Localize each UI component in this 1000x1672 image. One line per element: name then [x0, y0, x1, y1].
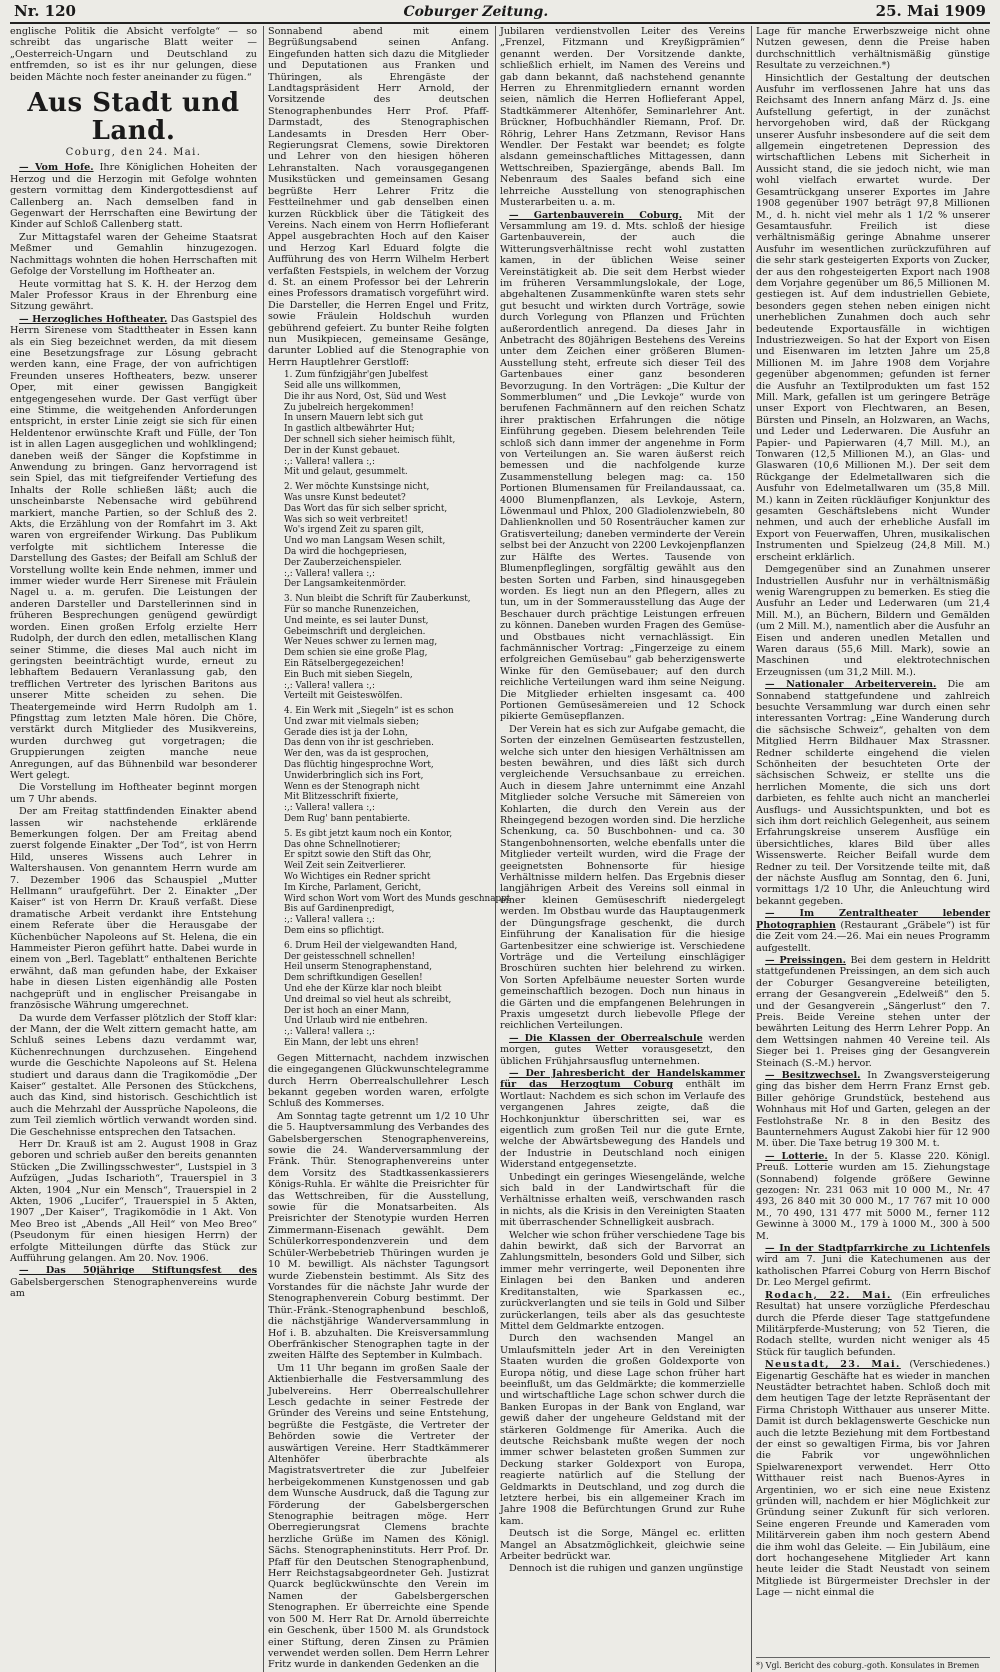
paragraph: Hinsichtlich der Gestaltung der deutschen Ausfuhr im verflossenen Jahre hat uns das Reichsamt des Innern anfang März d. Js. eine Aufstellung gefertigt, in der zunächst hervorgehoben wird, daß der Rückgang unserer Ausfuhr insbesondere auf die seit dem allgemein eingetretenen Depression des wirtschaftlichen Lebens mit Sicherheit in Aussicht stand, die sie jedoch nicht, wie man wohl vielfach erwartet wurde. Der Gesamtrückgang unserer Exportes im Jahre 1908 gegenüber 1907 beträgt 97,8 Millionen M., d. h. nicht viel mehr als 1 1/2 % unserer Gesamtausfuhr. Freilich ist diese verhältnismäßig geringe Abnahme unserer Ausfuhr im wesentlichen zurückzuführen auf die sehr stark gesteigerten Exports von Zucker, der aus den rohgesteigerten Export nach 1908 dem Vorjahre gegenüber um 86,5 Millionen M. gestiegen ist. Auf dem industriellen Gebiete, besonders gegen stehen neben einigen nicht unerheblichen Zunahmen doch auch sehr bedeutende Exportausfälle in wichtigen Industriezweigen. So hat der Export von Eisen und Eisenwaren im letzten Jahre um 25,8 Millionen M. im Jahre 1908 dem Vorjahre gegenüber abgenommen; gefunden ist ferner die Ausfuhr an Textilprodukten um fast 152 Mill. Mark, gefallen ist um geringere Beträge unser Export von Flechtwaren, an Besen, Bürsten und Pinseln, an Holzwaren, an Wachs, und Leder und Lederwaren. Die Ausfuhr an Papier- und Papierwaren (4,7 Mill. M.), an Tonwaren (12,5 Millionen M.), an Glas- und Glaswaren (10,6 Millionen M.). Der seit dem Rückgange der Edelmetallwaren sich die Ausfuhr von Edelmetallwaren um (35,8 Mill. M.) kann in Zeiten rückläufiger Konjunktur des gesamten Geschäftslebens nicht Wunder nehmen, und auch der erhebliche Ausfall im Export von Feuerwaffen, Uhren, musikalischen Instrumenten und Spielzeug (24,8 Mill. M.) erscheint erklärlich. [756, 72, 990, 563]
poem-line: 2. Wer möchte Kunstsinge nicht, [284, 482, 430, 493]
poem-line: Ein Rätselbergegezeichen! [284, 658, 405, 669]
article-text: Die am Sonnabend stattgefundene und zahlreich besuchte Versammlung war durch einen sehr interessanten Vortrag: „Eine Wanderung durch die sächsische Schweiz“, gehalten von dem Mitglied Herrn Bildhauer Max Strassner. Redner schilderte eingehend die vielen Schönheiten der besuchteten Orte der sächsischen Schweiz, er stellte uns die herrlichen Momente, die sich uns dort darbieten, es fehlte auch nicht an mancherlei Ausflugs- und Aussichtspunkten, und bot es sich ihm dort reichlich Gelegenheit, aus seinem Erfahrungskreise unserem Ausflüge ein übersichtliches, klares Bild über alles Wissenswerte. Reicher Beifall wurde dem Redner zu teil. Der Vorsitzende teilte mit, daß der nächste Ausflug am Sonntag, den 6. Juni, vormittags 1/2 10 Uhr, die Anleuchtung wird bekannt gegeben. [756, 679, 990, 907]
section-heading: Aus Stadt und Land. [27, 88, 240, 147]
article-headline: — Im Zentraltheater lebender Photographien [756, 908, 990, 931]
article-headline: — In der Stadtpfarrkirche zu Lichtenfels [765, 1243, 990, 1255]
paragraph: Heute vormittag hat S. K. H. der Herzog dem Maler Professor Kraus in der Ehrenburg eine Sitzung gewährt. [10, 278, 257, 313]
poem-line: :,: Vallera! vallera :,: [284, 456, 375, 467]
poem-line: Was unsre Kunst bedeutet? [284, 492, 406, 503]
poem-line: Wer Neues schwer zu lernen mag, [284, 637, 438, 648]
article-headline: — Die Klassen der Oberrealschule [509, 1032, 703, 1044]
poem-line: Der in der Kunst gebauet. [284, 445, 400, 456]
poem [268, 370, 511, 1049]
poem-stanza [284, 941, 489, 1049]
paragraph: Da wurde dem Verfasser plötzlich der Stoff klar: der Mann, der die Welt zittern gemacht hatte, am Schluß seines Lebens dazu verdammt war, Küchenrechnungen durchzusehen. Eingehend wurde die Geschichte Napoleons auf St. Helena studiert und daraus dann die Tragikomödie „Der Kaiser“ gestaltet. Alle Personen des Stückchens, auch das Kind, sind historisch. Geschichtlich ist auch die Mehrzahl der Aussprüche Napoleons, die zum Teil ziemlich wörtlich verwandt worden sind. Die Geschehnisse entsprechen den Tatsachen. [10, 1012, 257, 1138]
poem-line: Dem schriftkundigen Gesellen! [284, 973, 423, 984]
paragraph: Jubilaren verdienstvollen Leiter des Vereins „Frenzel, Fitzmann und Kreyßigprämien“ genannt werden. Der Vorsitzende dankte, schließlich erhielt, im Namen des Vereins und gab dann bekannt, daß nachstehend genannte Herren zu Ehrenmitgliedern ernannt worden seien, nämlich die Herren Hoflieferant Appel, Stadtkämmerer Altenhöfer, Seminarlehrer Ant. Brückner, Hofbuchhändler Riemann, Prof. Dr. Röhrig, Lehrer Hans Zetzmann, Revisor Hans Wendler. Der Festakt war beendet; es folgte alsdann gemeinschaftliches Mittagessen, dann Wettschreiben, Spaziergänge, abends Ball. Im Nebenraum des Saales befand sich eine lehrreiche Ausstellung von stenographischen Musterarbeiten u. a. m. [500, 26, 745, 209]
paragraph: Herr Dr. Krauß ist am 2. August 1908 in Graz geboren und schrieb außer den bereits genannten Stücken „Die Zwillingsschwester“, Lustspiel in 3 Aufzügen, „Judas Ischarioth“, Trauerspiel in 3 Akten, 1904 „Nur ein Mensch“, Trauerspiel in 2 Akten, 1906 „Lucifer“, Trauerspiel in 5 Akten, 1907 „Der Kaiser“, Tragikomödie in 1 Akt. Von Meo Breo ist „Abends „All Heil“ von Meo Breo“ (Pseudonym für einen hiesigen Herrn) der erfolgte Mitteilungen dürfte das Stück zur Aufführung gelangen. Am 20. Nov. 1906. [10, 1138, 257, 1265]
poem-line: Mit und gelaut, gesummelt. [284, 467, 408, 478]
paragraph: Welcher wie schon früher verschiedene Tage bis dahin bewirkt, daß sich der Barvorrat an Zahlungsmitteln, besonders Gold und Silber, sich immer mehr verringerte, weil Deponenten ihre Einlagen bei den Banken und anderen Kreditanstalten, wie Sparkassen ec., zurückverlangten und sie teils in Gold und Silber zurückerlangen, teils aber als das gesuchteste Mittel dem Geldmarkte entzogen. [500, 1229, 745, 1332]
paragraph: Zur Mittagstafel waren der Geheime Staatsrat Meßmer und Gemahlin hinzugezogen. Nachmittags wohnten die hohen Herrschaften mit Gefolge der Vorstellung im Hoftheater an. [10, 231, 257, 278]
poem-line: Zu jubelreich hergekommen! [284, 402, 414, 413]
article-headline: — Herzogliches Hoftheater. [19, 313, 168, 325]
article-neustadt [756, 1359, 990, 1599]
poem-line: Dem schien sie eine große Plag, [284, 648, 428, 659]
article-lotterie [756, 1151, 990, 1242]
dateline: Coburg, den 24. Mai. [65, 147, 202, 159]
article-headline: Neustadt, 23. Mai. [765, 1359, 901, 1371]
newspaper-title: Coburger Zeitung. [403, 4, 549, 20]
poem-line: Und Urlaub wird nie entbehren. [284, 1016, 428, 1027]
poem-stanza [284, 482, 489, 590]
paragraph: Um 11 Uhr begann im großen Saale der Aktienbierhalle die Festversammlung des Jubelvereins. Herr Oberrealschullehrer Lesch gedachte in seiner Festrede der Gründer des Vereins und seine Entstehung, begrüßte die Festgäste, die Vertreter der Behörden sowie die Vertreter der auswärtigen Vereine. Herr Stadtkämmerer Altenhöfer überbrachte als Magistratsvertreter die zur Jubelfeier herbeigekommenen Kunstgenossen und gab dem Wunsche Ausdruck, daß die Tagung zur Förderung der Gabelsbergerschen Stenographie beitragen möge. Herr Oberregierungsrat Clemens brachte herzliche Grüße im Namen des Königl. Sächs. Stenographeninstituts. Herr Prof. Dr. Pfaff für den Deutschen Stenographenbund, Herr Reichstagsabgeordneter Geh. Justizrat Quarck beglückwünschte den Verein im Namen der Gabelsbergerschen Stenographen. Er überreichte eine Spende von 500 M. Herr Rat Dr. Arnold überreichte ein Geschenk, über 1500 M. als Grundstock einer Stiftung, deren Zinsen zu Prämien verwendet werden sollen. Dem Herrn Lehrer Fritz wurde in dankenden Gedenken an die [268, 1362, 489, 1671]
poem-stanza [284, 594, 489, 702]
column-1 [10, 26, 264, 1672]
article-headline: — Der Jahresbericht der Handelskammer für das Herzogtum Coburg [500, 1067, 745, 1091]
poem-stanzas [284, 370, 511, 1049]
paragraph: Sonnabend abend mit einem Begrüßungsabend seinen Anfang. Eingefunden hatten sich dazu die Mitglieder und Deputationen aus Franken und Thüringen, als Ehrengäste der Landtagspräsident Herr Arnold, der Vorsitzende des deutschen Stenographenbundes Herr Prof. Pfaff-Darmstadt, des Stenographischen Landesamts in Dresden Herr Ober-Regierungsrat Clemens, sowie Direktoren und Lehrer von den hiesigen höheren Lehranstalten. Nach vorausgegangenen Musikstücken und gemeinsamen Gesang begrüßte Herr Lehrer Fritz die Festteilnehmer und gab denselben einen kurzen Rückblick über die Tätigkeit des Vereins. Nach einem von Herrn Hoflieferant Appel ausgebrachten Hoch auf den Kaiser und Herzog Karl Eduard folgte die Aufführung des von Herrn Wilhelm Herbert verfaßten Festspiels, in welchem der Vorzug d. St. an einem Professor bei der Lehrerin eines Professors dramatisch vorgeführt wird. Die Darsteller, die Herren Engel und Fritz, sowie Fräulein Holdschuh wurden gebührend gefeiert. Zu bunter Reihe folgten nun Musikpiecen, gemeinsame Gesänge, darunter Loblied auf die Stenographie von Herrn Hauptlehrer Gerstloff: [268, 26, 489, 368]
article-headline: — Nationaler Arbeiterverein. [765, 679, 937, 691]
article-stiftungsfest [10, 1265, 257, 1299]
article-headline: Rodach, 22. Mai. [765, 1289, 892, 1301]
article-text: (Verschiedenes.) Eigenartig Geschäfte hat es wieder in manchen Neustädter betrachtet haben. Schloß doch mit dem heutigen Tage der letzte Repräsentant der Firma Christoph Witthauer aus unserer Mitte. Damit ist durch beklagenswerte Geschicke nun auch die letzte Beziehung mit dem Fortbestand der einst so gewaltigen Firma, bis vor Jahren die Fabrik vor ungewöhnlichen Spielwarenexport verwendet. Herr Otto Witthauer reist nach Buenos-Ayres in Argentinien, wo er sich eine neue Existenz gründen will, nachdem er hier Möglichkeit zur Gründung seiner Zukunft für sich verloren. Seine engeren Freunde und Kameraden vom Militärverein gaben ihm noch gestern Abend die ihm wohl das Geleite. — Ein Jubiläum, eine dort hochangesehene Mitglieder Art kann heute leider die Stadt Neustadt von seinem Mitgliede ist Bürgermeister Drechsler in der Lage — nicht einmal die [756, 1359, 990, 1599]
poem-line: Und zwar mit vielmals sieben; [284, 716, 419, 727]
article-besitzwechsel [756, 1070, 990, 1150]
poem-line: 5. Es gibt jetzt kaum noch ein Kontor, [284, 828, 453, 839]
article-text: werden morgen, gutes Wetter vorausgesetzt, den üblichen Frühjahrsausflug unternehmen. [500, 1032, 745, 1067]
poem-line: :,: Vallera! vallera :,: [284, 680, 375, 691]
article-headline: — Vom Hofe. [19, 162, 94, 174]
poem-line: Er spitzt sowie den Stift das Ohr, [284, 850, 432, 861]
poem-line: Der Zauberzeichenspieler. [284, 557, 402, 568]
poem-line: Im Kirche, Parlament, Gericht, [284, 882, 422, 893]
paragraph: Die Vorstellung im Hoftheater beginnt morgen um 7 Uhr abends. [10, 782, 257, 805]
issue-date: 25. Mai 1909 [875, 2, 986, 20]
paragraph: Demgegenüber sind an Zunahmen unserer Industriellen Ausfuhr nur in verhältnismäßig wenig Warengruppen zu bemerken. Es stieg die Ausfuhr an Leder und Lederwaren (um 21,4 Mill. M.), an Büchern, Bildern und Gemälden (um 2 Mill. M.), namentlich aber die Ausfuhr an Eisen und anderen unedlen Metallen und Waren daraus (55,6 Mill. Mark), sowie an Maschinen und elektrotechnischen Erzeugnissen (um 31,2 Mill. M.). [756, 564, 990, 678]
article-text: wird am 7. Juni die Katechumenen aus der katholischen Pfarrei Coburg von Herrn Bischof Dr. Leo Mergel gefirmt. [756, 1254, 990, 1289]
poem-line: Mit Blitzesschrift fixierte, [284, 792, 399, 803]
footnote: *) Vgl. Bericht des coburg.-goth. Konsulates in Bremen [756, 1657, 990, 1671]
poem-line: Wo Wichtiges ein Redner spricht [284, 872, 431, 883]
poem-stanza [284, 706, 489, 825]
poem-line: :,: Vallera! vallera :,: [284, 1027, 375, 1038]
article-headline: — Lotterie. [765, 1150, 828, 1162]
text-columns [10, 26, 990, 1671]
paragraph: Gegen Mitternacht, nachdem inzwischen die eingegangenen Glückwunschtelegramme durch Herrn Oberrealschullehrer Lesch bekannt gegeben worden waren, erfolgte Schluß des Kommerses. [268, 1052, 489, 1110]
poem-line: Und meinte, es sei lauter Dunst, [284, 615, 429, 626]
poem-line: Dem Rug' bann pentabierte. [284, 814, 411, 825]
poem-line: 3. Nun bleibt die Schrift für Zauberkunst, [284, 594, 471, 605]
poem-line: Gerade dies ist ja der Lohn, [284, 727, 408, 738]
article-headline: — Das 50jährige Stiftungsfest des [19, 1265, 257, 1277]
poem-line: Der Langsamkeitenmörder. [284, 579, 407, 590]
article-text: (Restaurant „Gräbele“) ist für die Zeit vom 24.—26. Mai ein neues Programm aufgestellt. [756, 919, 990, 954]
article-text: Gabelsbergerschen Stenographenvereins wurde am [10, 1276, 257, 1300]
poem-line: :,: Vallera! vallera :,: [284, 803, 375, 814]
paragraph: Lage für manche Erwerbszweige nicht ohne Nutzen gewesen, denn die Preise haben durchschnittlich verhältnismäßig günstige Resultate zu verzeichnen.*) [756, 26, 990, 72]
poem-line: Dem eins so pflichtigt. [284, 926, 385, 937]
poem-line: Bis auf Gardinenpredigt, [284, 904, 395, 915]
article-rodach [756, 1290, 990, 1358]
paragraph: Dennoch ist die ruhigen und ganzen ungünstige [509, 1563, 744, 1575]
article-text: In der 5. Klasse 220. Königl. Preuß. Lotterie wurden am 15. Ziehungstage (Sonnabend) folgende größere Gewinne gezogen: Nr. 231 063 mit 10 000 M., Nr. 47 493, 26 840 mit 30 000 M., 17 767 mit 10 000 M., 70 490, 131 477 mit 5000 M., ferner 112 Gewinne à 3000 M., 179 à 1000 M., 300 à 500 M. [756, 1150, 990, 1242]
column-2 [268, 26, 511, 1672]
article-text: (Ein erfreuliches Resultat) hat unsere vorzügliche Pferdeschau durch die Pferde dieser Tage stattgefundene Militärpferde-Musterung; von 52 Tieren, die Rodach stellte, wurden nicht weniger als 45 Stück für tauglich befunden. [756, 1289, 990, 1358]
poem-line: Der geistesschnell schnellen! [284, 951, 416, 962]
paragraph: englische Politik die Absicht verfolgte“ — so schreibt das ungarische Blatt weiter — „Oesterreich-Ungarn und Deutschland zu entfremden, so ist es ihr nur gelungen, diese beiden Mächte noch fester aneinander zu fügen.“ [10, 26, 257, 83]
poem-line: Ein Buch mit sieben Siegeln, [284, 669, 413, 680]
issue-number: Nr. 120 [14, 2, 76, 20]
poem-line: Das ohne Schnellnotierer; [284, 839, 401, 850]
article-text: In Zwangsversteigerung ging das bisher dem Herrn Franz Ernst geb. Biller gehörige Grundstück, bestehend aus Wohnhaus mit Hof und Garten, gelegen an der Festlohstraße Nr. 8 in den Besitz des Baunternehmers August Zakobi hier für 12 900 M. über. Die Taxe betrug 19 300 M. t. [756, 1069, 990, 1150]
paragraph: Unbedingt ein geringes Wiesengelände, welche sich bald in der Landwirtschaft für die Verhältnisse erhalten weiß, verschwanden rasch in nichts, als die Krisis in den Vereinigten Staaten mit überraschender Schnelligkeit ausbrach. [500, 1171, 745, 1229]
poem-line: Wo's irgend Zeit zu sparen gilt, [284, 525, 424, 536]
poem-line: :,: Vallera! vallera :,: [284, 568, 375, 579]
poem-line: Das flüchtig hingesprochne Wort, [284, 760, 434, 771]
poem-line: Wenn es der Stenograph nicht [284, 781, 420, 792]
poem-stanza [284, 370, 489, 478]
poem-line: 6. Drum Heil der vielgewandten Hand, [284, 940, 458, 951]
poem-line: Verteilt mit Geisteswölfen. [284, 691, 403, 702]
article-gartenbau [500, 210, 745, 723]
poem-line: Wer den, was da ist gesprochen, [284, 749, 429, 760]
column-4 [756, 26, 990, 1672]
article-headline: — Preissingen. [765, 954, 846, 966]
masthead [10, 2, 990, 24]
poem-line: In unsern Mauern lebt sich gut [284, 413, 423, 424]
poem-line: In gastlich altbewährter Hut; [284, 424, 415, 435]
article-headline: — Gartenbauverein Coburg. [509, 209, 683, 221]
article-text: Ihre Königlichen Hoheiten der Herzog und die Herzogin mit Gefolge wohnten gestern vormittag dem Kindergottesdienst auf Callenberg an. Nach demselben fand in Gegenwart der Herrschaften eine Bewirtung der Kinder auf Schloß Callenberg statt. [10, 162, 257, 231]
article-text: Bei dem gestern in Heldritt stattgefundenen Preissingen, an dem sich auch der Coburger Gesangvereine beteiligten, errang der Gesangverein „Edelweiß“ den 5. und der Gesangverein „Sängerlust“ den 7. Preis. Beide Vereine stehen unter der bewährten Leitung des Herrn Lehrer Popp. An dem Wettsingen nahmen 40 Vereine teil. Als Sieger bei 1. Preises ging der Gesangverein Steinach (S.-M.) hervor. [756, 954, 990, 1069]
article-lichtenfels [756, 1243, 990, 1289]
article-zentraltheater [756, 908, 990, 954]
article-text: Mit der Versammlung am 19. d. Mts. schloß der hiesige Gartenbauverein, der auch die Witterungsverhältnisse recht wohl zustatten kamen, in der üblichen Weise seiner Vereinstätigkeit ab. Die seit dem Herbst wieder im früheren Versammlungslokale, der Loge, abgehaltenen Zusammenkünfte waren stets sehr gut besucht und wirkten durch Vorträge, sowie durch Vorlegung von Pflanzen und Früchten außerordentlich anregend. Da dieses Jahr in Anbetracht des 80jährigen Bestehens des Vereins unter dem Zeichen einer größeren Blumen-Ausstellung steht, erfreute sich dieser Teil des Gartenbaues einer ganz besonderen Bevorzugung. In den Vorträgen: „Die Kultur der Sommerblumen“ und „Die Levkoje“ wurde von berufenen Fachmännern auf den reichen Schatz ihrer praktischen Erfahrungen die nötige Einführung gegeben. Diesem belehrenden Teile schloß sich dann immer der angenehme in Form von Verteilungen an. Sie waren äußerst reich bemessen und die nachfolgende kurze Zusammenstellung belegen mag: ca. 150 Portionen Blumensamen für Freilandaussaat, ca. 4000 Blumenpflanzen, als Levkoje, Astern, Löwenmaul und Phlox, 200 Gladiolenzwiebeln, 80 Dahlienknollen und 50 Rosenträucher kamen zur Gratisverteilung; daneben verminderte der Verein selbst bei der Anzucht von 2200 Levkojenpflanzen zur Hälfte des Wertes. Tausende von Blumenpfleglingen, sorgfältig gewählt aus den besten Sorten und Farben, sind hinausgegeben worden. Es liegt nun an den Pflegern, alles zu tun, um in der Sommerausstellung das Auge der Beschauer durch prächtige Leistungen erfreuen zu können. Daneben wurden Fragen des Gemüse- und Obstbaues nicht vernachlässigt. Ein fachmännischer Vortrag: „Fingerzeige zu einem erfolgreichen Gemüsebau“ gab beherzigenswerte Winke für den Gemüsebauer; auf den durch reichliche Verteilungen ward ihm seine Neigung. Die Mitglieder erhielten insgesamt ca. 400 Portionen Gemüsesämereien und 12 Schock pikierte Gemüsepflanzen. [500, 209, 745, 723]
poem-line: Unwiderbringlich sich ins Fort, [284, 770, 424, 781]
poem-line: Seid alle uns willkommen, [284, 380, 401, 391]
poem-line: Wird schon Wort vom Wort des Munds geschnappt [284, 893, 511, 904]
article-preissingen [756, 955, 990, 1069]
poem-line: Der ist hoch an einer Mann, [284, 1005, 410, 1016]
poem-line: 4. Ein Werk mit „Siegeln“ ist es schon [284, 706, 454, 717]
poem-line: Für so manche Runenzeichen, [284, 604, 419, 615]
poem-line: Das denn von ihr ist geschrieben. [284, 738, 434, 749]
paragraph: Der Verein hat es sich zur Aufgabe gemacht, die Sorten der einzelnen Gemüsearten festzustellen, welche sich unter den hiesigen Verhältnissen am besten bewähren, und dies läßt sich durch vergleichende Versuchsanbaue zu erreichen. Auch in diesem Jahre unternimmt eine Anzahl Mitglieder solche Versuche mit Sämereien von Kohlarten, die durch den Verein aus der Rheingegend bezogen worden sind. Die herzliche Schenkung, ca. 50 Buschbohnen- und ca. 30 Stangenbohnensorten, welche ebenfalls unter die Mitglieder verteilt wurden, wird die Frage der geeignetsten Bohnensorte für hiesige Verhältnisse mildern helfen. Das Ergebnis dieser langjährigen Arbeit des Vereins soll einmal in einer kleinen Gemüseschrift niedergelegt werden. Im Obstbau wurde das Hauptaugenmerk der Düngungsfrage geschenkt, die durch Einführung der Kanalisation für die hiesige Gartenbesitzer eine schwierige ist. Verschiedene Vorträge und die Verteilung einschlägiger Broschüren suchten hier belehrend zu wirken. Von Sorten Apfelbäume neuester Sorten wurde gemeinschaftlich bezogen. Doch nun hinaus in die Gärten und die empfangenen Belehrungen in Praxis umgesetzt durch liebevolle Pflege der reichlichen Verteilungen. [500, 723, 745, 1032]
poem-line: Die ihr aus Nord, Ost, Süd und West [284, 391, 447, 402]
poem-line: Ein Mann, der lebt uns ehren! [284, 1038, 419, 1048]
poem-line: Der schnell sich sieher heimisch fühlt, [284, 434, 456, 445]
poem-line: Und wo man Langsam Wesen schilt, [284, 536, 446, 547]
poem-line: Weil Zeit sein Zeitverlierer. [284, 861, 406, 872]
article-arbeiterverein [756, 679, 990, 907]
paragraph: Am Sonntag tagte getrennt um 1/2 10 Uhr die 5. Hauptversammlung des Verbandes des Gabelsbergerschen Stenographenvereins, sowie die 24. Wanderversammlung der Fränk. Thür. Stenographenvereins unter dem Vorsitz des Stadtkassenkassierers Königs-Ruhla. Er wählte die Preisrichter für das Wettschreiben, für die Ausstellung, sowie für die Monatsarbeiten. Als Preisrichter der Stenotypie wurden Herren Zimmermann-Eisenach gewählt. Dem Schülerkorrespondenzverein und dem Schüler-Werbebetrieb Thüringen wurden je 10 M. bewilligt. Als nächster Tagungsort wurde Ziebenstein bestimmt. Als Sitz des Vorstandes für die nächste Jahr wurde der Stenographenverein Coburg bestimmt. Der Thür.-Fränk.-Stenographenbund beschloß, die nächstjährige Wanderversammlung in Hof i. B. abzuhalten. Die Kreisversammlung Oberfränkischer Stenographen tagte in der zweiten Hälfte des September in Kulmbach. [268, 1110, 489, 1362]
paragraph: Deutsch ist die Sorge, Mängel ec. erlitten Mangel an Absatzmöglichkeit, gleichwie seine Arbeiter bedrückt war. [500, 1528, 745, 1563]
paragraph: Der am Freitag stattfindenden Einakter abend lassen wir nachstehende erklärende Bemerkungen folgen. Der am Freitag abend zuerst folgende Einakter „Der Tod“, ist von Herrn Hild, unseres Wissens auch Lehrer in Waltershausen. Von genanntem Herrn wurde am 7. Dezember 1906 das Schauspiel „Mutter Hellmann“ uraufgeführt. Der 2. Einakter „Der Kaiser“ ist von Herrn Dr. Krauß verfaßt. Diese dramatische Arbeit verdankt ihre Entstehung einem Referate über die Herausgabe der Küchenbücher Napoleons auf St. Helena, die ein Hammeister Pieron geführt hatte. Dabei wurde in einem von „Berl. Tageblatt“ enthaltenen Berichte erwähnt, daß man gefunden habe, der Exkaiser habe in diesen Listen eigenhändig alle Posten nachgeprüft und in englischer Preisangabe in französische Währung umgerechnet. [10, 806, 257, 1012]
article-text: Das Gastspiel des Herrn Sirenese vom Stadttheater in Essen kann als ein Sieg bezeichnet werden, da mit diesem eine Besetzungsfrage zur Lösung gebracht werden kann, eine Frage, der von aufrichtigen Freunden unseres Hoftheaters, bezw. unserer Oper, mit einer gewissen Bangigkeit entgegengesehen wurde. Der Gast verfügt über eine Stimme, die weitgehenden Anforderungen entspricht, in erster Linie zeigt sie sich für einen Heldentenor erwünschte Kraft und Fülle, der Ton ist in allen Lagen ausgeglichen und wohlklingend; daneben weiß der Sänger die Kopfstimme in Anwendung zu bringen. Ganz hervorragend ist sein Spiel, das mit tiefgreifender Vertiefung des Inhalts der Rolle schließen läßt; auch die unscheinbarste Nebensache wird gebührend markiert, manche Partien, so der Schluß des 2. Akts, die Erzählung von der Romfahrt im 3. Akt waren von ergreifender Wirkung. Das Publikum verfolgte mit sichtlichem Interesse die Darstellung des Gastes; der Beifall am Schluß der Vorstellung wollte kein Ende nehmen, immer und immer wieder wurde Herr Sirenese mit Fräulein Nagel u. a. m. gerufen. Die Leistungen der anderen Darsteller und Darstellerinnen sind in früheren Besprechungen genügend gewürdigt worden. Einen großen Erfolg erzielte Herr Rudolph, der durch den edlen, metallischen Klang seiner Stimme, die dieses Mal auch nicht im geringsten beeinträchtigt wurde, erneut zu lebhaftem Bedauern Veranlassung gab, den trefflichen Vertreter des lyrischen Baritons aus unserer Mitte scheiden zu sehen. Die Theatergemeinde wird Herrn Rudolph am 1. Pfingsttag zum letzten Male hören. Die Chöre, verstärkt durch Mitglieder des Musikvereins, wurden durchweg gut vorgetragen; die Gruppierungen zeigten manche neue Anregungen, auf das Bühnenbild war besonderer Wert gelegt. [10, 313, 257, 781]
poem-line: Gebeimschrift und dergleichen. [284, 626, 426, 637]
column-3 [500, 26, 752, 1672]
article-theater [10, 314, 257, 782]
poem-line: 1. Zum fünfzigjähr'gen Jubelfest [284, 370, 428, 381]
article-headline: — Besitzwechsel. [765, 1069, 861, 1081]
poem-line: Heil unserm Stenographenstand, [284, 962, 433, 973]
poem-line: :,: Vallera! vallera :,: [284, 915, 375, 926]
poem-line: Da wird die hochgepriesen, [284, 546, 407, 557]
article-text: enthält im Wortlaut: Nachdem es sich schon im Verlaufe des vergangenen Jahres zeigte, daß die Hochkonjunktur überschritten sei, war es eigentlich zum großen Teil nur die gute Ernte, welche der Abwärtsbewegung des Handels und der Industrie in Deutschland noch einigen Widerstand entgegensetzte. [500, 1079, 745, 1171]
poem-line: Und ehe der Kürze klar noch bleibt [284, 984, 442, 995]
article-hof [10, 162, 257, 230]
poem-line: Und dreimal so viel heut als schreibt, [284, 994, 452, 1005]
poem-line: Das Wort das für sich selber spricht, [284, 503, 448, 514]
article-handelskammer [500, 1068, 745, 1171]
paragraph: Durch den wachsenden Mangel an Umlaufsmitteln jeder Art in den Vereinigten Staaten wurden die großen Goldexporte von Europa nötig, und diese Lage schon früher hart beeinflußt, um das Geldmärkte; die kommerzielle und wirtschaftliche Lage schon schwer durch die Banken Europas in der Bank von England, war gewiß daher der ungeheure Geldstand mit der stärkeren Goldmenge für Amerika. Auch die deutsche Reichsbank mußte wegen der noch immer schwer belasteten großen Summen zur Deckung starker Goldexport von Europa, reagierte natürlich auf die Stellung der Geldmarkts in Deutschland, und zog durch die letztere herbei, bis ein allgemeiner Krach im Jahre 1908 die Befürchtungen Grund zur Ruhe kam. [500, 1333, 745, 1527]
poem-line: Was sich so weit verbreitet! [284, 514, 409, 525]
article-oberrealschule [500, 1033, 745, 1067]
poem-stanza [284, 828, 511, 937]
